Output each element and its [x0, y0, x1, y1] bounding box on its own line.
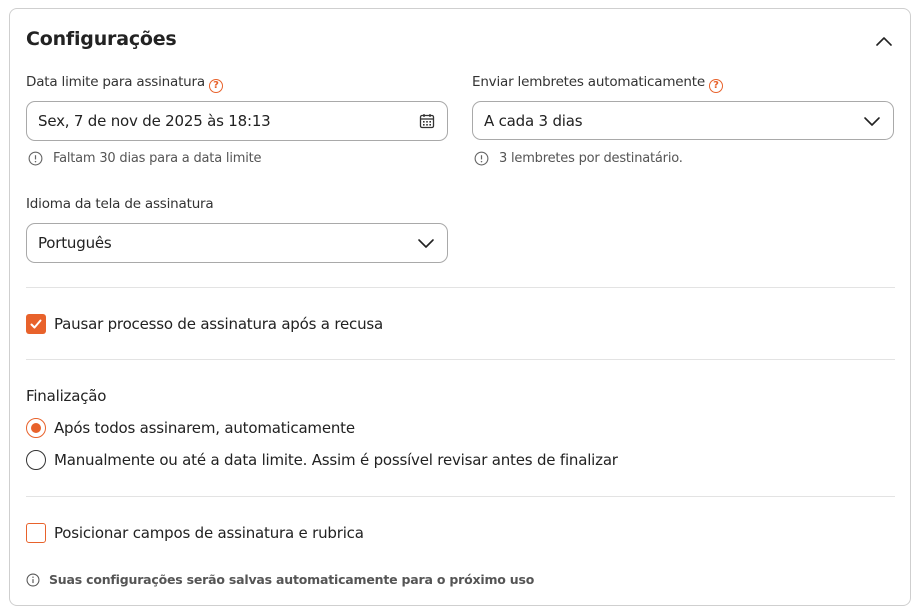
divider	[26, 496, 895, 497]
language-select-value: Português	[38, 234, 112, 252]
reminders-select-value: A cada 3 dias	[484, 111, 583, 130]
help-icon[interactable]: ?	[709, 79, 723, 93]
pause-after-refusal-option[interactable]	[26, 314, 383, 334]
language-label: Idioma da tela de assinatura	[26, 196, 214, 212]
position-fields-option[interactable]	[26, 523, 364, 543]
deadline-label-row	[26, 74, 223, 93]
finalization-option-manual[interactable]	[26, 450, 618, 470]
position-fields-checkbox[interactable]	[26, 523, 46, 543]
calendar-icon[interactable]	[418, 112, 436, 130]
collapse-button[interactable]	[872, 29, 896, 53]
pause-checkbox-label: Pausar processo de assinatura após a recusa	[54, 315, 383, 333]
radio-manual[interactable]	[26, 450, 46, 470]
panel-title: Configurações	[26, 28, 177, 50]
language-select[interactable]	[26, 223, 448, 263]
deadline-date-field[interactable]	[26, 101, 448, 141]
divider	[26, 287, 895, 288]
reminders-label-row	[472, 74, 723, 93]
autosave-note	[26, 572, 534, 587]
info-icon	[26, 573, 40, 587]
info-icon	[474, 151, 489, 166]
deadline-hint-text: Faltam 30 dias para a data limite	[53, 151, 262, 166]
deadline-label: Data limite para assinatura	[26, 74, 205, 90]
pause-checkbox[interactable]	[26, 314, 46, 334]
position-fields-label: Posicionar campos de assinatura e rubrica	[54, 524, 364, 542]
reminders-select[interactable]	[472, 101, 894, 140]
chevron-down-icon	[862, 111, 882, 131]
deadline-date-value: Sex, 7 de nov de 2025 às 18:13	[38, 112, 271, 130]
autosave-note-text: Suas configurações serão salvas automaticamente para o próximo uso	[49, 572, 535, 587]
chevron-down-icon	[416, 233, 436, 253]
finalization-option-manual-label: Manualmente ou até a data limite. Assim é possível revisar antes de finalizar	[54, 451, 618, 469]
deadline-hint	[28, 151, 261, 166]
check-icon	[29, 317, 43, 331]
finalization-option-auto[interactable]	[26, 418, 355, 438]
chevron-up-icon	[872, 29, 896, 53]
reminders-hint	[474, 151, 683, 166]
settings-panel	[9, 8, 911, 606]
help-icon[interactable]: ?	[209, 79, 223, 93]
radio-dot	[31, 423, 41, 433]
reminders-label: Enviar lembretes automaticamente	[472, 74, 705, 90]
finalization-heading: Finalização	[26, 387, 107, 405]
divider	[26, 359, 895, 360]
info-icon	[28, 151, 43, 166]
finalization-option-auto-label: Após todos assinarem, automaticamente	[54, 419, 355, 437]
radio-auto[interactable]	[26, 418, 46, 438]
reminders-hint-text: 3 lembretes por destinatário.	[499, 151, 683, 166]
